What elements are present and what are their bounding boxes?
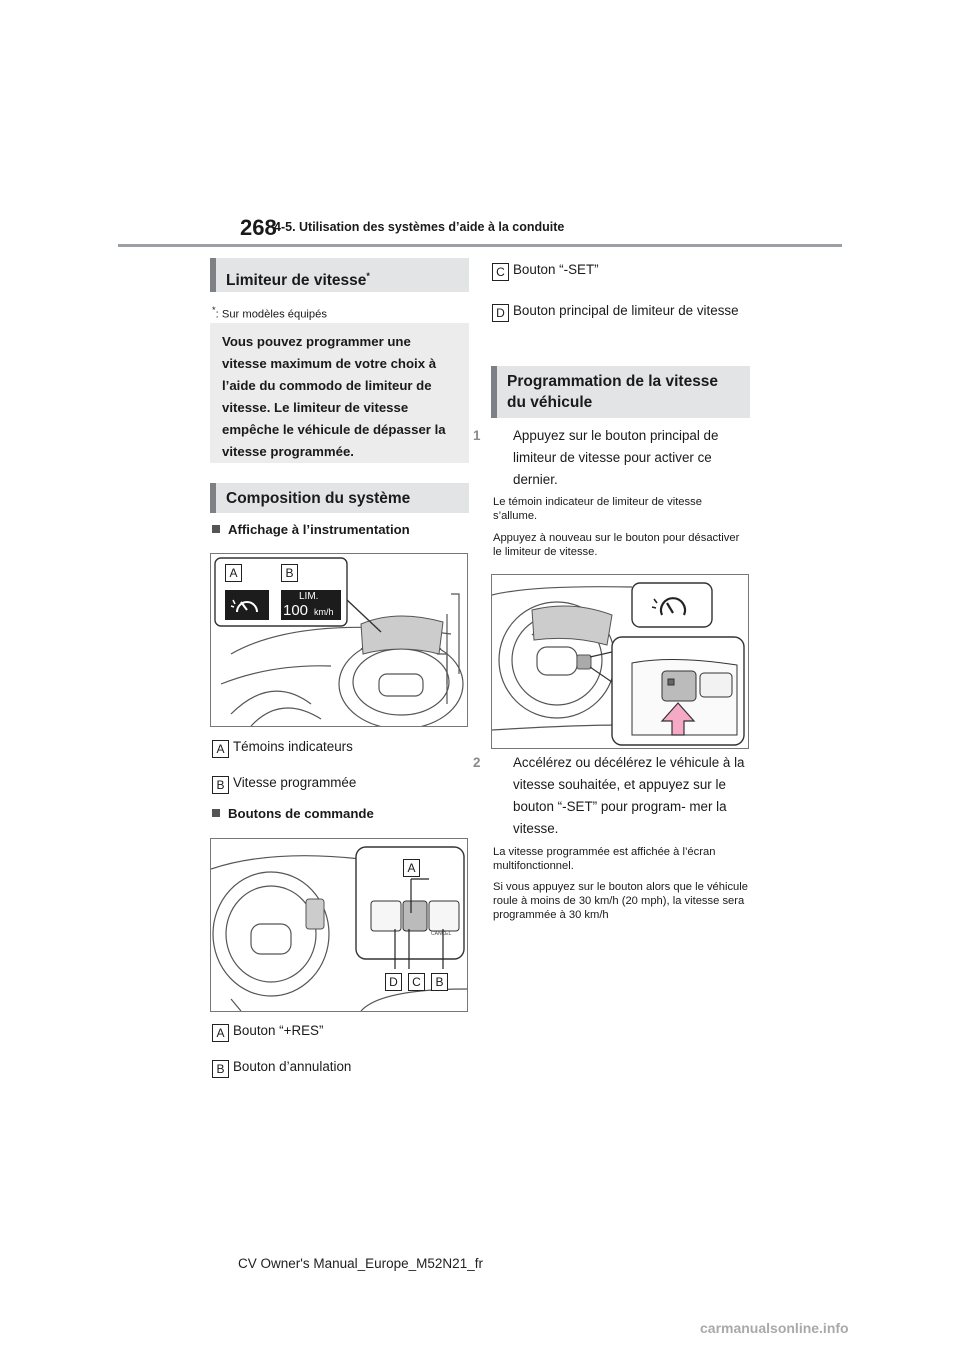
- legend-tag-a: A: [212, 1024, 229, 1042]
- speed-limiter-heading: [210, 258, 469, 292]
- intro-box: Vous pouvez programmer une vitesse maximum de votre choix à l’aide du commodo de limiteur de vitesse. Le limiteur de vitesse empêche le véhicule de dépasser la vitesse programmée.: [210, 323, 469, 463]
- cancel-button-label: CANCEL: [431, 931, 452, 937]
- square-bullet-icon: [212, 809, 220, 817]
- instrument-tag-b: B: [281, 564, 298, 582]
- controls-tag-c: C: [408, 973, 425, 991]
- controls-legend-d: [492, 297, 742, 325]
- speed-limiter-indicator: [225, 590, 269, 620]
- footnote: [212, 303, 327, 322]
- controls-tag-d: D: [385, 973, 402, 991]
- set-speed-display: [281, 590, 341, 620]
- note-2b: Si vous appuyez sur le bouton alors que le véhicule roule à moins de 30 km/h (20 mph), la vitesse sera programmée à 30 km/h: [493, 881, 748, 921]
- header-divider: [118, 244, 842, 247]
- instrument-legend-a: [212, 739, 353, 758]
- note-2a: La vitesse programmée est affichée à l’écran multifonctionnel.: [493, 846, 716, 872]
- legend-text-b: Bouton d’annulation: [233, 1059, 352, 1074]
- footnote-asterisk: *: [212, 305, 216, 315]
- legend-tag-d: D: [492, 304, 509, 322]
- step-1-text: Appuyez sur le bouton principal de limiteur de vitesse pour activer ce dernier.: [513, 428, 719, 487]
- instrument-heading: [212, 522, 410, 537]
- legend-text-b: Vitesse programmée: [233, 775, 357, 790]
- speed-limiter-heading-asterisk: *: [366, 271, 370, 281]
- manual-footer: CV Owner's Manual_Europe_M52N21_fr: [238, 1256, 483, 1271]
- controls-heading-text: Boutons de commande: [228, 806, 374, 821]
- lim-label: LIM.: [299, 591, 319, 602]
- lim-value: 100: [283, 602, 309, 619]
- step-2-number: 2: [473, 755, 481, 770]
- step-2: [473, 752, 747, 840]
- speed-limiter-heading-text: Limiteur de vitesse: [226, 272, 367, 290]
- programming-heading: Programmation de la vitesse du véhicule: [491, 366, 750, 418]
- square-bullet-icon: [212, 525, 220, 533]
- step-1: [473, 425, 747, 491]
- note-1a: Le témoin indicateur de limiteur de vitesse s’allume.: [493, 496, 702, 522]
- legend-text-a: Témoins indicateurs: [233, 739, 353, 754]
- legend-tag-c: C: [492, 263, 509, 281]
- controls-illustration-drawing: [211, 839, 467, 1011]
- instrument-heading-text: Affichage à l’instrumentation: [228, 522, 410, 537]
- footnote-text: : Sur modèles équipés: [215, 308, 327, 321]
- controls-tag-b: B: [431, 973, 448, 991]
- controls-tag-a: A: [403, 859, 420, 877]
- page-number: 268: [240, 215, 277, 240]
- lim-unit: km/h: [314, 607, 334, 617]
- legend-tag-b: B: [212, 1060, 229, 1078]
- watermark: carmanualsonline.info: [700, 1320, 849, 1336]
- step-1-number: 1: [473, 428, 481, 443]
- controls-legend-b: [212, 1059, 351, 1078]
- legend-tag-a: A: [212, 740, 229, 758]
- instrument-illustration-drawing: [211, 554, 467, 726]
- step-2-text: Accélérez ou décélérez le véhicule à la vitesse souhaitée, et appuyez sur le bouton “-SET” pour program- mer la vitesse.: [513, 755, 745, 836]
- section-title: 4-5. Utilisation des systèmes d’aide à la conduite: [274, 220, 565, 234]
- button-illustration-drawing: [492, 575, 748, 748]
- instrument-tag-a: A: [225, 564, 242, 582]
- note-1b: Appuyez à nouveau sur le bouton pour désactiver le limiteur de vitesse.: [493, 532, 740, 558]
- instrument-legend-b: [212, 775, 356, 794]
- legend-text-c: Bouton “-SET”: [513, 262, 599, 277]
- controls-legend-c: [492, 262, 599, 281]
- speed-limiter-icon: [225, 590, 269, 620]
- controls-heading: [212, 806, 374, 821]
- legend-text-a: Bouton “+RES”: [233, 1023, 324, 1038]
- composition-heading: Composition du système: [210, 483, 469, 513]
- legend-tag-b: B: [212, 776, 229, 794]
- controls-legend-a: [212, 1023, 323, 1042]
- instrument-illustration: [210, 553, 468, 727]
- legend-text-d: Bouton principal de limiteur de vitesse: [513, 303, 739, 318]
- controls-illustration: [210, 838, 468, 1012]
- button-illustration: [491, 574, 749, 749]
